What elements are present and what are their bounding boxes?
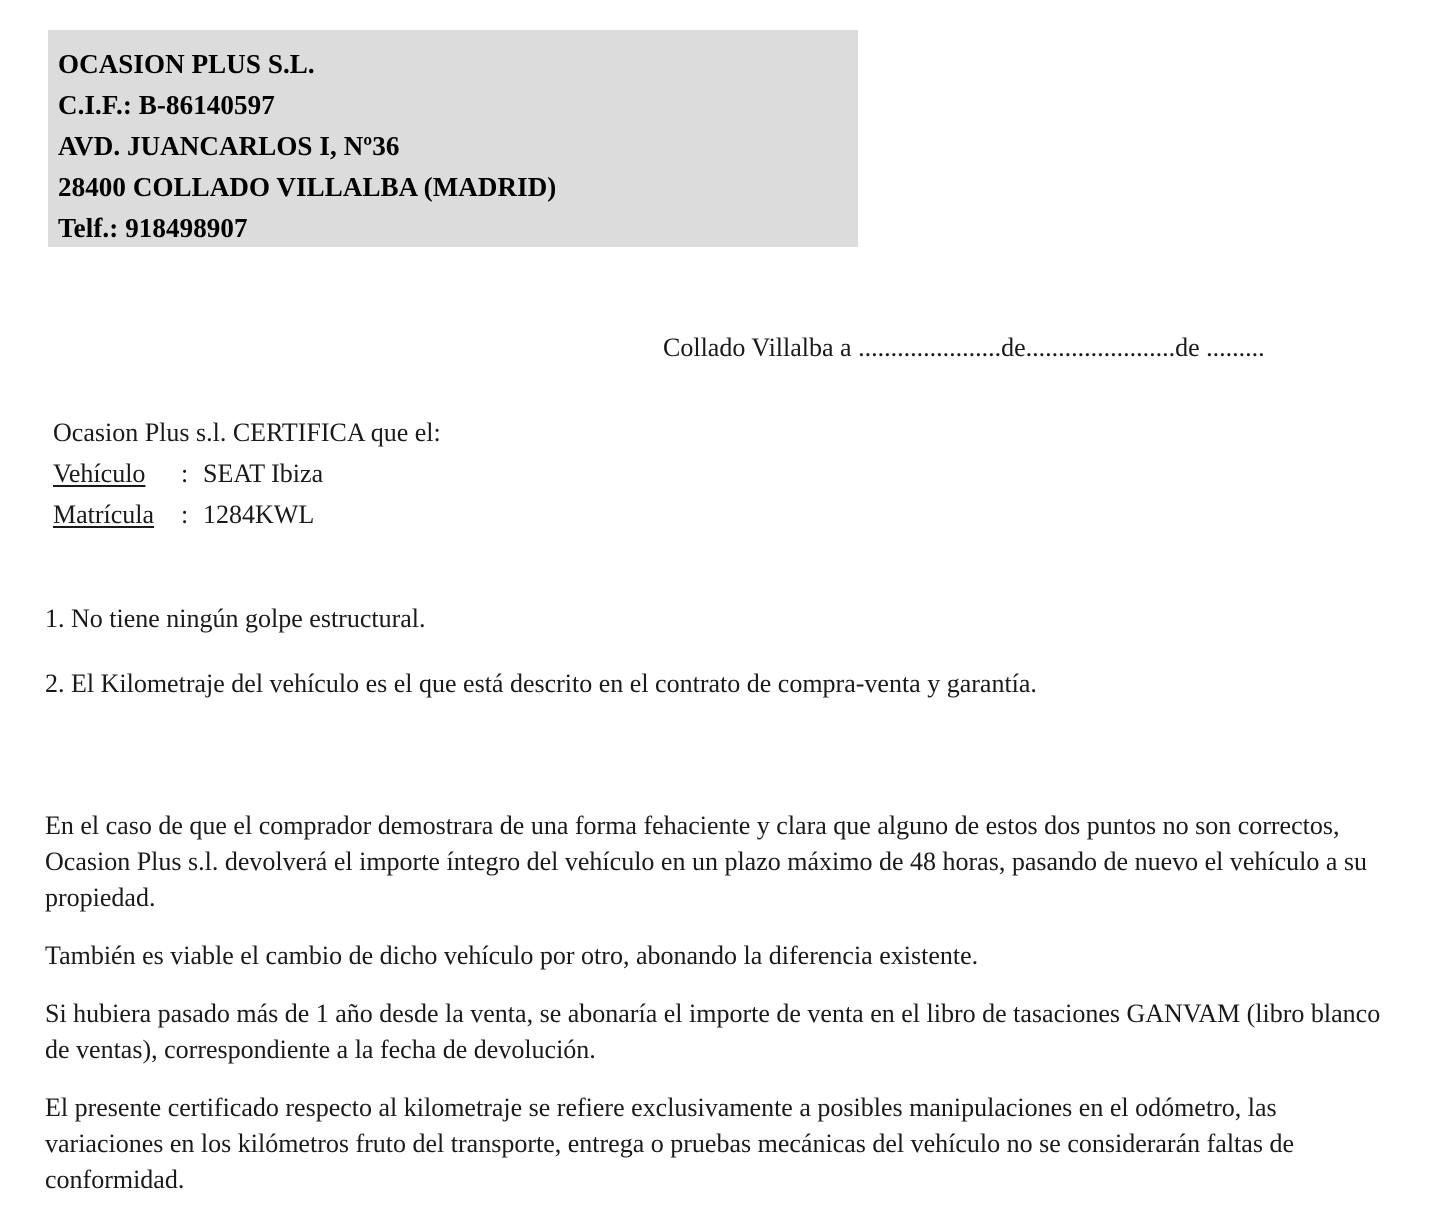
plate-field-label: Matrícula xyxy=(53,500,155,529)
company-street: AVD. JUANCARLOS I, Nº36 xyxy=(58,131,400,161)
place-and-date-line: Collado Villalba a ......................de.......................de ......... xyxy=(663,333,1265,362)
certified-point-1: 1. No tiene ningún golpe estructural. xyxy=(45,604,426,633)
vehicle-field-row xyxy=(53,453,441,494)
plate-field-row xyxy=(53,494,441,535)
terms-paragraph-odometer-scope: El presente certificado respecto al kilometraje se refiere exclusivamente a posibles manipulaciones en el odómetro, las variaciones en los kilómetros fruto del transporte, entrega o pruebas mecánicas del vehículo no se considerarán faltas de conformidad. xyxy=(45,1093,1294,1194)
terms-paragraph-refund: En el caso de que el comprador demostrara de una forma fehaciente y clara que alguno de estos dos puntos no son correctos, Ocasion Plus s.l. devolverá el importe íntegro del vehículo en un plazo máximo de 48 horas, pasando de nuevo el vehículo a su propiedad. xyxy=(45,811,1368,912)
certified-point-2: 2. El Kilometraje del vehículo es el que está descrito en el contrato de compra-venta y garantía. xyxy=(45,669,1037,698)
vehicle-field-value: SEAT Ibiza xyxy=(203,459,324,488)
company-tax-id: C.I.F.: B-86140597 xyxy=(58,90,275,120)
company-city: 28400 COLLADO VILLALBA (MADRID) xyxy=(58,172,557,202)
terms-body xyxy=(45,808,1397,1198)
certification-block xyxy=(53,412,441,535)
company-name: OCASION PLUS S.L. xyxy=(58,49,315,79)
vehicle-field-separator: : xyxy=(181,459,189,488)
terms-paragraph-exchange: También es viable el cambio de dicho vehículo por otro, abonando la diferencia existente. xyxy=(45,941,979,970)
terms-paragraph-ganvam: Si hubiera pasado más de 1 año desde la venta, se abonaría el importe de venta en el libro de tasaciones GANVAM (libro blanco de ventas), correspondiente a la fecha de devolución. xyxy=(45,999,1381,1064)
plate-field-value: 1284KWL xyxy=(203,500,315,529)
certified-points-list xyxy=(45,602,1395,701)
company-letterhead xyxy=(48,30,858,247)
vehicle-field-label: Vehículo xyxy=(53,459,146,488)
certification-intro: Ocasion Plus s.l. CERTIFICA que el: xyxy=(53,418,441,447)
plate-field-separator: : xyxy=(181,500,189,529)
company-phone: Telf.: 918498907 xyxy=(58,213,248,243)
